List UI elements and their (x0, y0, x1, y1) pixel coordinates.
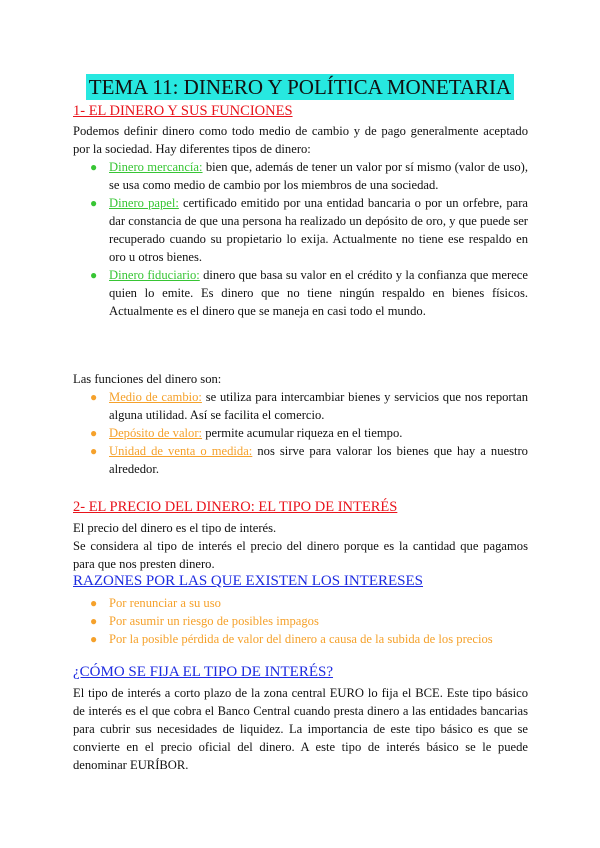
bullet-icon: ● (90, 160, 98, 174)
reason-text: Por renunciar a su uso (109, 596, 221, 610)
list-item (88, 388, 528, 424)
reasons-heading: RAZONES POR LAS QUE EXISTEN LOS INTERESES (73, 573, 424, 589)
bullet-icon: ● (90, 596, 98, 610)
definition: permite acumular riqueza en el tiempo. (202, 426, 403, 440)
list-item (88, 194, 528, 266)
bullet-icon: ● (90, 632, 98, 646)
functions-intro: Las funciones del dinero son: (73, 372, 222, 386)
list-item (88, 442, 528, 478)
list-item (88, 612, 528, 630)
definition: certificado emitido por una entidad bancaria o por un orfebre, para dar constancia de que una persona ha realizado un depósito de oro, y que puede ser recuperado cuando su propietario lo exija. Actualmente no tiene ese respaldo en oro u otros bienes. (109, 196, 528, 264)
reasons-list (88, 594, 528, 648)
price-paragraph: Se considera al tipo de interés el precio del dinero porque es la cantidad que pagamos para que nos presten dinero. (73, 539, 528, 571)
list-item (88, 594, 528, 612)
list-item (88, 424, 528, 442)
bullet-icon: ● (90, 268, 98, 282)
term: Depósito de valor: (109, 426, 203, 440)
bullet-icon: ● (90, 196, 98, 210)
reason-text: Por asumir un riesgo de posibles impagos (109, 614, 319, 628)
list-item (88, 266, 528, 320)
definition: dinero que basa su valor en el crédito y la confianza que merece quien lo emite. Es dinero que no tiene ningún respaldo en bienes físicos. Actualmente es el dinero que se maneja en casi todo el mundo. (109, 268, 528, 318)
section-heading-1: 1- EL DINERO Y SUS FUNCIONES (73, 103, 293, 119)
list-item (88, 630, 528, 648)
definition: nos sirve para valorar los bienes que hay a nuestro alrededor. (109, 444, 528, 476)
term: Dinero fiduciario: (109, 268, 200, 282)
intro-paragraph: Podemos definir dinero como todo medio de cambio y de pago generalmente aceptado por la sociedad. Hay diferentes tipos de dinero: (73, 124, 528, 156)
definition: bien que, además de tener un valor por sí mismo (valor de uso), se usa como medio de cambio por los miembros de una sociedad. (109, 160, 528, 192)
section-heading-2: 2- EL PRECIO DEL DINERO: EL TIPO DE INTERÉS (73, 499, 398, 515)
reason-text: Por la posible pérdida de valor del dinero a causa de la subida de los precios (109, 632, 493, 646)
term: Dinero mercancía: (109, 160, 203, 174)
title-wrap (0, 74, 600, 100)
list-item (88, 158, 528, 194)
functions-list (88, 388, 528, 478)
term: Dinero papel: (109, 196, 179, 210)
term: Unidad de venta o medida: (109, 444, 253, 458)
bullet-icon: ● (90, 444, 98, 458)
bullet-icon: ● (90, 390, 98, 404)
fix-paragraph: El tipo de interés a corto plazo de la zona central EURO lo fija el BCE. Este tipo básico de interés es el que cobra el Banco Central cuando presta dinero a las entidades bancarias para cubrir sus necesidades de liquidez. La importancia de este tipo básico es que se convierte en el precio oficial del dinero. A este tipo de interés básico se le puede denominar EURÍBOR. (73, 686, 528, 772)
bullet-icon: ● (90, 614, 98, 628)
term: Medio de cambio: (109, 390, 202, 404)
fix-heading: ¿CÓMO SE FIJA EL TIPO DE INTERÉS? (73, 664, 333, 680)
bullet-icon: ● (90, 426, 98, 440)
money-types-list (88, 158, 528, 320)
definition: se utiliza para intercambiar bienes y servicios que nos reportan alguna utilidad. Así se facilita el comercio. (109, 390, 528, 422)
price-line: El precio del dinero es el tipo de interés. (73, 521, 277, 535)
page-title: TEMA 11: DINERO Y POLÍTICA MONETARIA (86, 74, 514, 100)
